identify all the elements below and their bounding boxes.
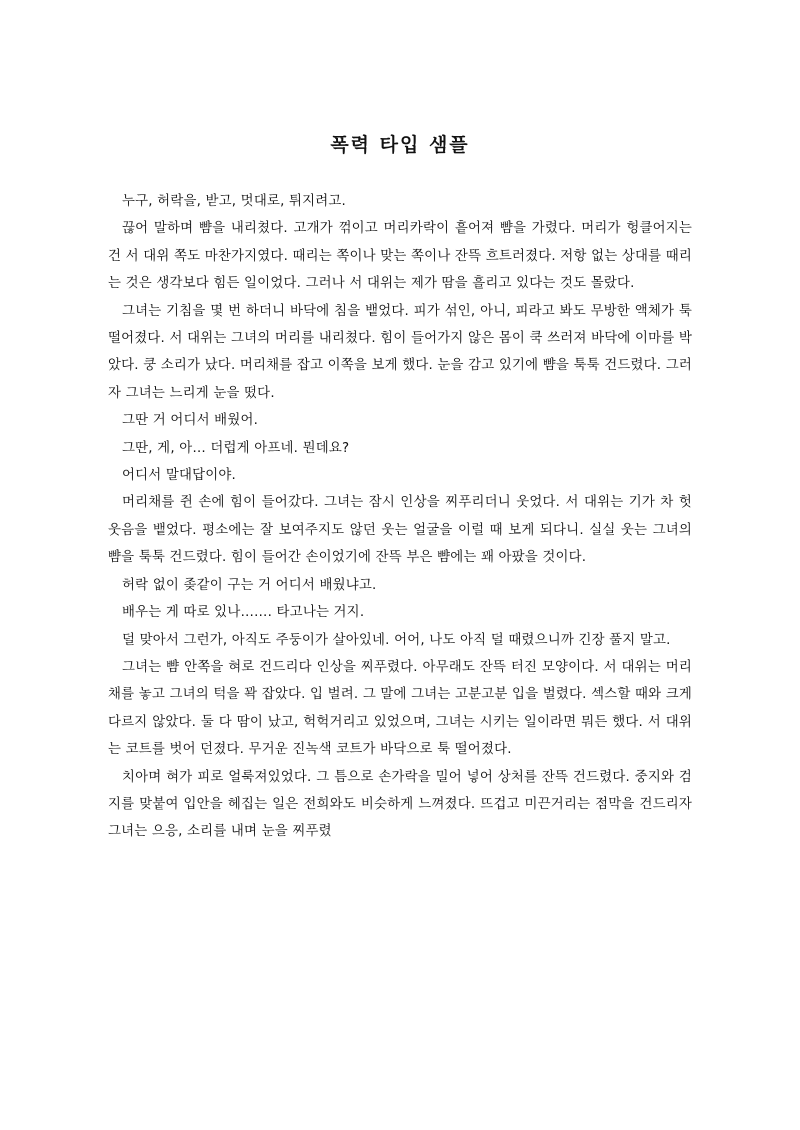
paragraph: 그녀는 뺨 안쪽을 혀로 건드리다 인상을 찌푸렸다. 아무래도 잔뜩 터진 모양이다. 서 대위는 머리채를 놓고 그녀의 턱을 꽉 잡았다. 입 벌려. 그 말에 그녀는 고분고분 입을 벌렸다. 섹스할 때와 크게 다르지 않았다. 둘 다 땀이 났고, 헉헉거리고 있었으며, 그녀는 시키는 일이라면 뭐든 했다. 서 대위는 코트를 벗어 던졌다. 무거운 진녹색 코트가 바닥으로 툭 떨어졌다. xyxy=(108,659,692,758)
body-text xyxy=(108,188,692,846)
paragraph: 그딴 거 어디서 배웠어. xyxy=(122,413,259,429)
paragraph: 그딴, 게, 아… 더럽게 아프네. 뭔데요? xyxy=(122,440,350,456)
paragraph: 배우는 게 따로 있나……. 타고나는 거지. xyxy=(122,605,365,621)
paragraph: 덜 맞아서 그런가, 아직도 주둥이가 살아있네. 어어, 나도 아직 덜 때렸으니까 긴장 풀지 말고. xyxy=(122,632,671,648)
paragraph: 허락 없이 좆같이 구는 거 어디서 배웠냐고. xyxy=(122,577,377,593)
paragraph: 머리채를 쥔 손에 힘이 들어갔다. 그녀는 잠시 인상을 찌푸리더니 웃었다. 서 대위는 기가 차 헛웃음을 뱉었다. 평소에는 잘 보여주지도 않던 웃는 얼굴을 이럴 때 보게 되다니. 실실 웃는 그녀의 뺨을 툭툭 건드렸다. 힘이 들어간 손이었기에 잔뜩 부은 뺨에는 꽤 아팠을 것이다. xyxy=(108,495,692,566)
paragraph: 누구, 허락을, 받고, 멋대로, 튀지려고. xyxy=(122,194,347,209)
paragraph: 치아며 혀가 피로 얼룩져있었다. 그 틈으로 손가락을 밀어 넣어 상처를 잔뜩 건드렸다. 중지와 검지를 맞붙여 입안을 헤집는 일은 전희와도 비슷하게 느껴졌다. 뜨겁고 미끈거리는 점막을 건드리자 그녀는 으응, 소리를 내며 눈을 찌푸렸 xyxy=(108,769,692,840)
paragraph: 끊어 말하며 뺨을 내리쳤다. 고개가 꺾이고 머리카락이 흩어져 뺨을 가렸다. 머리가 헝클어지는 건 서 대위 쪽도 마찬가지였다. 때리는 쪽이나 맞는 쪽이나 잔뜩 흐트러졌다. 저항 없는 상대를 때리는 것은 생각보다 힘든 일이었다. 그러나 서 대위는 제가 땀을 흘리고 있다는 것도 몰랐다. xyxy=(108,221,692,292)
paragraph: 어디서 말대답이야. xyxy=(122,468,236,484)
page-title: 폭력 타입 샘플 xyxy=(330,134,470,156)
paragraph: 그녀는 기침을 몇 번 하더니 바닥에 침을 뱉었다. 피가 섞인, 아니, 피라고 봐도 무방한 액체가 툭 떨어졌다. 서 대위는 그녀의 머리를 내리쳤다. 힘이 들어가지 않은 몸이 쿡 쓰러져 바닥에 이마를 박았다. 쿵 소리가 났다. 머리채를 잡고 이쪽을 보게 했다. 눈을 감고 있기에 뺨을 툭툭 건드렸다. 그러자 그녀는 느리게 눈을 떴다. xyxy=(108,303,692,401)
